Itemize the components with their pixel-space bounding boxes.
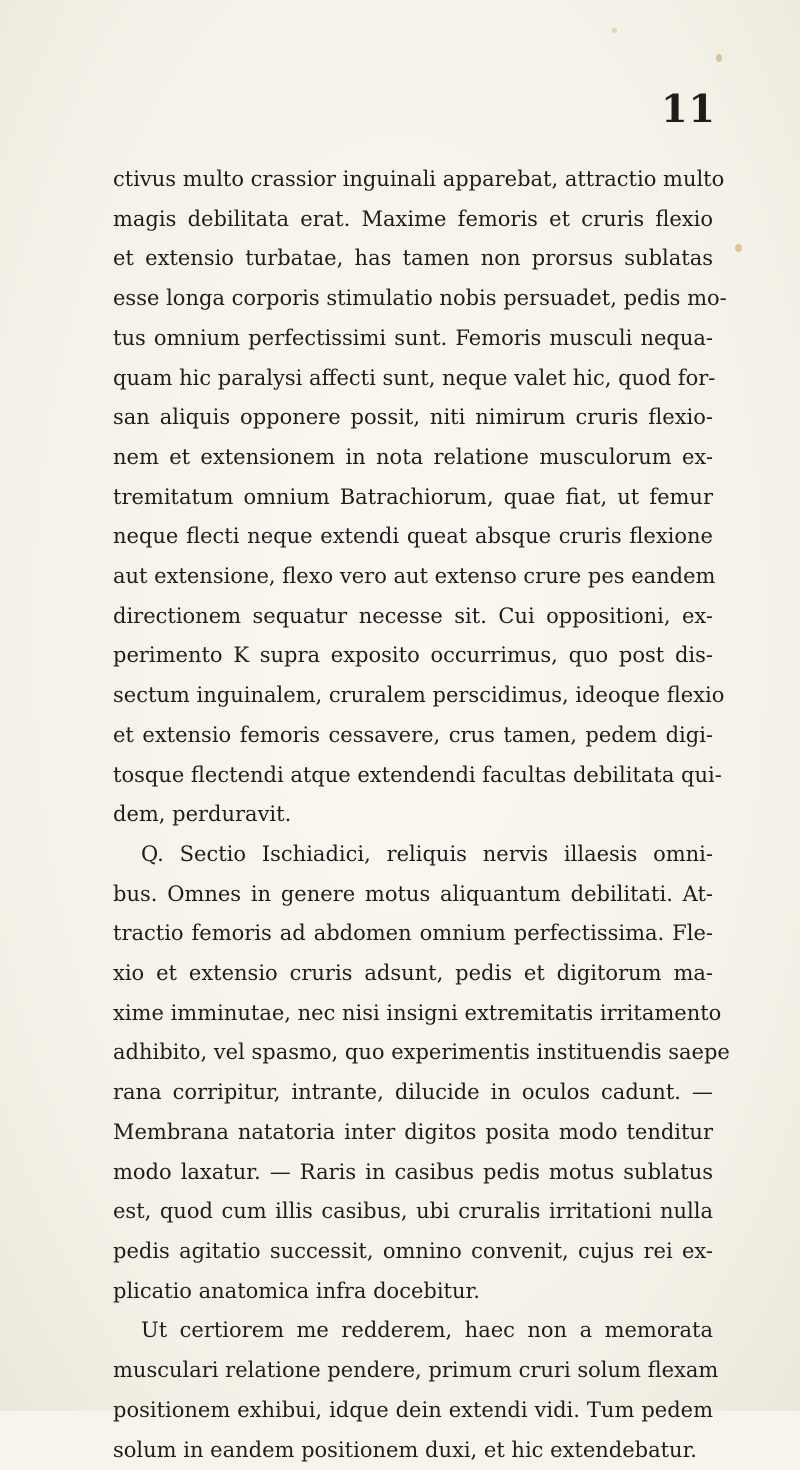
text-line: et extensio turbatae, has tamen non prorsus sublatas	[113, 239, 713, 279]
paper-stain	[716, 54, 722, 62]
text-line: dem, perduravit.	[113, 795, 713, 835]
text-line: adhibito, vel spasmo, quo experimentis instituendis saepe	[113, 1033, 713, 1073]
page-number: 11	[661, 86, 716, 131]
text-line: sectum inguinalem, cruralem perscidimus, ideoque flexio	[113, 676, 713, 716]
text-line: tremitatum omnium Batrachiorum, quae fiat, ut femur	[113, 478, 713, 518]
text-line: esse longa corporis stimulatio nobis persuadet, pedis mo-	[113, 279, 713, 319]
text-line: Ut certiorem me redderem, haec non a memorata	[113, 1311, 713, 1351]
text-line: plicatio anatomica infra docebitur.	[113, 1272, 713, 1312]
text-line: musculari relatione pendere, primum cruri solum flexam	[113, 1351, 713, 1391]
text-line: positionem exhibui, idque dein extendi vidi. Tum pedem	[113, 1391, 713, 1431]
text-line: solum in eandem positionem duxi, et hic extendebatur.	[113, 1431, 713, 1470]
text-line: neque flecti neque extendi queat absque cruris flexione	[113, 517, 713, 557]
text-line: tractio femoris ad abdomen omnium perfectissima. Fle-	[113, 914, 713, 954]
text-line: tosque flectendi atque extendendi facultas debilitata qui-	[113, 756, 713, 796]
text-line: tus omnium perfectissimi sunt. Femoris musculi nequa-	[113, 319, 713, 359]
text-line: quam hic paralysi affecti sunt, neque valet hic, quod for-	[113, 359, 713, 399]
text-line: perimento K supra exposito occurrimus, quo post dis-	[113, 636, 713, 676]
text-line: et extensio femoris cessavere, crus tamen, pedem digi-	[113, 716, 713, 756]
text-line: pedis agitatio successit, omnino convenit, cujus rei ex-	[113, 1232, 713, 1272]
body-text	[113, 160, 713, 1470]
text-line: bus. Omnes in genere motus aliquantum debilitati. At-	[113, 875, 713, 915]
paper-stain	[735, 244, 742, 252]
text-line: ctivus multo crassior inguinali apparebat, attractio multo	[113, 160, 713, 200]
text-line: xime imminutae, nec nisi insigni extremitatis irritamento	[113, 994, 713, 1034]
text-line: magis debilitata erat. Maxime femoris et cruris flexio	[113, 200, 713, 240]
text-line: modo laxatur. — Raris in casibus pedis motus sublatus	[113, 1153, 713, 1193]
text-line: Membrana natatoria inter digitos posita modo tenditur	[113, 1113, 713, 1153]
text-line: nem et extensionem in nota relatione musculorum ex-	[113, 438, 713, 478]
text-line: est, quod cum illis casibus, ubi cruralis irritationi nulla	[113, 1192, 713, 1232]
text-line: directionem sequatur necesse sit. Cui oppositioni, ex-	[113, 597, 713, 637]
text-line: rana corripitur, intrante, dilucide in oculos cadunt. —	[113, 1073, 713, 1113]
text-line: san aliquis opponere possit, niti nimirum cruris flexio-	[113, 398, 713, 438]
text-line: xio et extensio cruris adsunt, pedis et digitorum ma-	[113, 954, 713, 994]
text-line: Q. Sectio Ischiadici, reliquis nervis illaesis omni-	[113, 835, 713, 875]
paper-stain	[612, 28, 617, 33]
text-line: aut extensione, flexo vero aut extenso crure pes eandem	[113, 557, 713, 597]
